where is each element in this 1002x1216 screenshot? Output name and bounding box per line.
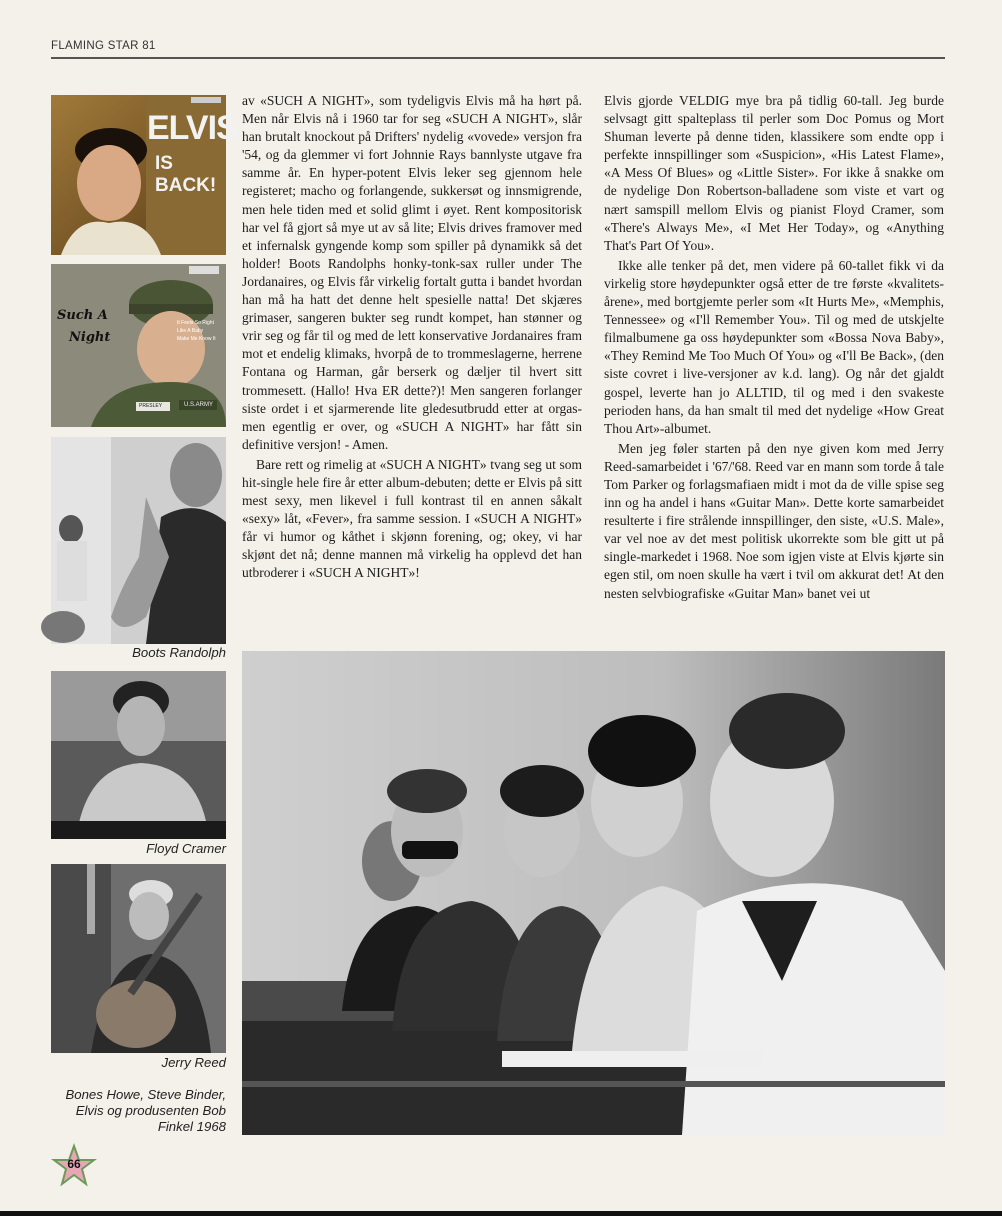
column2-paragraph1: Elvis gjorde VELDIG mye bra på tidlig 60-tall. Jeg burde selvsagt gitt spalteplass til perler som Doc Pomus og Mort Shuman leverte på denne tiden, klassikere som endte opp i perfekte innspillinger som «Suspicion», «His Latest Flame», «A Mess Of Blues» og «Little Sister». For ikke å snakke om de nydelige Don Robertson-balladene som viste et vart og nært samspill mellom Elvis og pianist Floyd Cramer, som «There's Always Me», «I Met Her Today», og «Anything That's Part Of You».	[604, 93, 944, 253]
album-title-line2: IS BACK!	[155, 153, 217, 196]
sleeve-nametag: PRESLEY	[139, 403, 163, 409]
sleeve-army-patch: U.S.ARMY	[184, 402, 214, 408]
caption-jerry-reed: Jerry Reed	[161, 1055, 226, 1070]
album-title-line1: ELVIS	[147, 109, 238, 147]
such-a-night-sleeve	[51, 264, 226, 427]
floyd-cramer-photo	[51, 671, 226, 839]
sleeve-title-night: Night	[69, 330, 111, 345]
article-column-1	[242, 92, 582, 583]
running-header: FLAMING STAR 81	[51, 40, 156, 52]
caption-group-photo: Bones Howe, Steve Binder, Elvis og produsenten Bob Finkel 1968	[65, 1087, 226, 1134]
jerry-reed-photo	[51, 864, 226, 1053]
page-number-badge	[52, 1144, 96, 1188]
page-number: 66	[67, 1157, 81, 1171]
sleeve-track-3: Make Me Know It	[177, 336, 216, 342]
sleeve-track-2: Like A Baby	[177, 328, 204, 334]
column1-paragraph1: av «SUCH A NIGHT», som tydeligvis Elvis må ha hørt på. Men når Elvis nå i 1960 tar for seg «SUCH A NIGHT», slår han brutalt knockout på Drifters' nydelig «vovede» versjon fra '54, og da glemmer vi fort Johnnie Rays bannlyste utgave fra samme år. En hyper-potent Elvis leker seg gjennom hele registeret; macho og forlangende, sukkersøt og innsmigrende, men hele tiden med et solid glimt i øyet. Rent kompositorisk har vel få gjort så mye ut av så lite; Elvis drives framover med et infernalsk gyngende komp som spiller på dynamikk så det holder! Boots Randolphs honky-tonk-sax ruller under The Jordanaires, og Elvis får virkelig fortalt gutta i bandet hvordan han må ha hatt det denne helt spesielle natta! Det skjæres grimaser, sangeren bukter seg rundt kompet, han stønner og vrir seg og får til og med de lett konservative Jordanaires fram mot et endelig klimaks, hvorpå de to trommeslagerne, herrene Fontana og Harman, går berserk og dæljer til hvert sitt trommesett. (Hallo! Hva ER dette?)! Men sangeren forlanger siste ordet i et sjarmerende lite gledesutbrudd etter at orgas-men egentlig er over, og «SUCH A NIGHT» har fått sin definitive versjon! - Amen.	[242, 93, 582, 452]
column1-paragraph2: Bare rett og rimelig at «SUCH A NIGHT» tvang seg ut som hit-single hele fire år etter album-debuten; dette er Elvis på sitt mest sexy, men likevel i full kontrast til en annen såkalt «sexy» låt, «Fever», fra samme session. I «SUCH A NIGHT» får vi humor og kåthet i skjønn forening, og; okey, vi har skjønt det nå; denne mannen må virkelig ha opplevd det han utbroderer i «SUCH A NIGHT»!	[242, 456, 582, 581]
column2-paragraph3: Men jeg føler starten på den nye given kom med Jerry Reed-samarbeidet i '67/'68. Reed var en mann som torde å tale Tom Parker og forlagsmafiaen midt i mot da de ville spise seg inn og ha andel i hans «Guitar Man». Dette korte samarbeidet resulterte i fire strålende innspillinger, den siste, «U.S. Male», var vel noe av det mest politisk ukorrekte som ble gitt ut på single-markedet i 1968. Noe som igjen viste at Elvis kjørte sin egen stil, om noen skulle ha vært i tvil om akkurat det! At den nesten selvbiografiske «Guitar Man» banet vei ut	[604, 440, 944, 601]
elvis-is-back-album-cover	[51, 95, 238, 255]
bottom-rule	[0, 1211, 1002, 1216]
boots-randolph-photo	[51, 437, 226, 644]
group-photo-1968	[242, 651, 945, 1135]
sleeve-track-1: It Feels So Right	[177, 320, 214, 326]
article-column-2	[604, 92, 944, 603]
column2-paragraph2: Ikke alle tenker på det, men videre på 60-tallet fikk vi da virkelig store høydepunkter også etter de tre første «kvalitets-årene», med bortgjemte perler som «It Hurts Me», «Memphis, Tennessee» og «I'll Remember You». Til og med de utskjelte filmalbumene ga oss høydepunkter som «Bossa Nova Baby», «They Remind Me Too Much Of You» og «I'll Be Back», (den siste covret i live-versjoner av k.d. lang). Og når det gjaldt gospel, leverte han jo ALLTID, til og med i den svakeste perioden hans, da han smalt til med det nydelige «How Great Thou Art»-albumet.	[604, 257, 944, 436]
caption-boots-randolph: Boots Randolph	[132, 645, 226, 660]
header-rule	[51, 57, 945, 59]
caption-floyd-cramer: Floyd Cramer	[146, 841, 226, 856]
sleeve-title-such-a: Such A	[57, 308, 108, 323]
